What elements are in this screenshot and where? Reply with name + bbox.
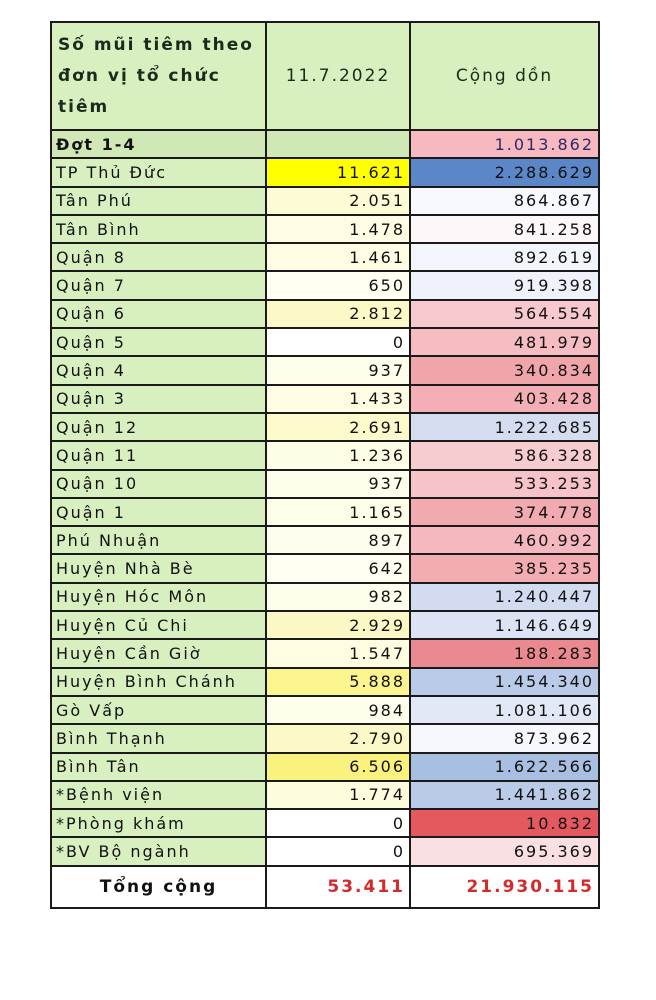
unit-name: Đợt 1-4 xyxy=(51,130,266,158)
daily-count: 1.461 xyxy=(266,243,410,271)
daily-count: 1.774 xyxy=(266,781,410,809)
table-row xyxy=(51,611,599,639)
vaccination-table xyxy=(50,21,600,909)
daily-count: 11.621 xyxy=(266,158,410,186)
cumulative-count: 695.369 xyxy=(410,837,599,865)
cumulative-count: 919.398 xyxy=(410,271,599,299)
unit-name: Huyện Cần Giờ xyxy=(51,639,266,667)
daily-count: 2.051 xyxy=(266,187,410,215)
unit-name: Huyện Củ Chi xyxy=(51,611,266,639)
table-row xyxy=(51,271,599,299)
daily-count: 6.506 xyxy=(266,753,410,781)
cumulative-count: 1.081.106 xyxy=(410,696,599,724)
unit-name: Bình Thạnh xyxy=(51,724,266,752)
table-row xyxy=(51,158,599,186)
daily-count: 2.691 xyxy=(266,413,410,441)
cumulative-count: 1.146.649 xyxy=(410,611,599,639)
table-row xyxy=(51,413,599,441)
cumulative-count: 385.235 xyxy=(410,554,599,582)
header-cumulative: Cộng dồn xyxy=(410,22,599,130)
cumulative-count: 188.283 xyxy=(410,639,599,667)
total-daily: 53.411 xyxy=(266,866,410,908)
daily-count xyxy=(266,130,410,158)
table-row xyxy=(51,328,599,356)
cumulative-count: 10.832 xyxy=(410,809,599,837)
unit-name: TP Thủ Đức xyxy=(51,158,266,186)
table-row xyxy=(51,724,599,752)
cumulative-count: 1.013.862 xyxy=(410,130,599,158)
table-row xyxy=(51,837,599,865)
table-row xyxy=(51,809,599,837)
cumulative-count: 864.867 xyxy=(410,187,599,215)
total-label: Tổng cộng xyxy=(51,866,266,908)
daily-count: 0 xyxy=(266,328,410,356)
cumulative-count: 892.619 xyxy=(410,243,599,271)
unit-name: Huyện Nhà Bè xyxy=(51,554,266,582)
unit-name: Quận 8 xyxy=(51,243,266,271)
table-row xyxy=(51,781,599,809)
table-row xyxy=(51,639,599,667)
unit-name: Quận 5 xyxy=(51,328,266,356)
table-row xyxy=(51,583,599,611)
unit-name: Quận 12 xyxy=(51,413,266,441)
cumulative-count: 1.454.340 xyxy=(410,668,599,696)
header-row xyxy=(51,22,599,130)
daily-count: 2.790 xyxy=(266,724,410,752)
cumulative-count: 564.554 xyxy=(410,300,599,328)
cumulative-count: 1.622.566 xyxy=(410,753,599,781)
unit-name: Quận 6 xyxy=(51,300,266,328)
unit-name: Quận 11 xyxy=(51,441,266,469)
table-row xyxy=(51,498,599,526)
cumulative-count: 481.979 xyxy=(410,328,599,356)
total-row xyxy=(51,866,599,908)
cumulative-count: 460.992 xyxy=(410,526,599,554)
daily-count: 982 xyxy=(266,583,410,611)
unit-name: *Bệnh viện xyxy=(51,781,266,809)
daily-count: 650 xyxy=(266,271,410,299)
unit-name: Quận 10 xyxy=(51,470,266,498)
cumulative-count: 873.962 xyxy=(410,724,599,752)
cumulative-count: 841.258 xyxy=(410,215,599,243)
daily-count: 0 xyxy=(266,837,410,865)
table-row xyxy=(51,215,599,243)
table-row xyxy=(51,441,599,469)
unit-name: Tân Phú xyxy=(51,187,266,215)
header-date: 11.7.2022 xyxy=(266,22,410,130)
cumulative-count: 586.328 xyxy=(410,441,599,469)
daily-count: 897 xyxy=(266,526,410,554)
total-cumulative: 21.930.115 xyxy=(410,866,599,908)
table-row xyxy=(51,696,599,724)
cumulative-count: 533.253 xyxy=(410,470,599,498)
table-row xyxy=(51,300,599,328)
unit-name: Quận 7 xyxy=(51,271,266,299)
table-row xyxy=(51,385,599,413)
unit-name: Phú Nhuận xyxy=(51,526,266,554)
daily-count: 2.929 xyxy=(266,611,410,639)
daily-count: 1.236 xyxy=(266,441,410,469)
cumulative-count: 340.834 xyxy=(410,356,599,384)
unit-name: Quận 3 xyxy=(51,385,266,413)
daily-count: 1.165 xyxy=(266,498,410,526)
unit-name: Quận 4 xyxy=(51,356,266,384)
cumulative-count: 403.428 xyxy=(410,385,599,413)
cumulative-count: 1.222.685 xyxy=(410,413,599,441)
table-row xyxy=(51,243,599,271)
table-row xyxy=(51,554,599,582)
table-row xyxy=(51,356,599,384)
table-row xyxy=(51,526,599,554)
cumulative-count: 1.441.862 xyxy=(410,781,599,809)
daily-count: 937 xyxy=(266,470,410,498)
unit-name: Huyện Hóc Môn xyxy=(51,583,266,611)
daily-count: 0 xyxy=(266,809,410,837)
daily-count: 1.478 xyxy=(266,215,410,243)
unit-name: Gò Vấp xyxy=(51,696,266,724)
cumulative-count: 2.288.629 xyxy=(410,158,599,186)
table-row xyxy=(51,470,599,498)
daily-count: 5.888 xyxy=(266,668,410,696)
daily-count: 984 xyxy=(266,696,410,724)
daily-count: 1.433 xyxy=(266,385,410,413)
daily-count: 2.812 xyxy=(266,300,410,328)
cumulative-count: 374.778 xyxy=(410,498,599,526)
unit-name: *Phòng khám xyxy=(51,809,266,837)
unit-name: *BV Bộ ngành xyxy=(51,837,266,865)
table-row xyxy=(51,753,599,781)
table-row xyxy=(51,130,599,158)
table-row xyxy=(51,668,599,696)
cumulative-count: 1.240.447 xyxy=(410,583,599,611)
daily-count: 937 xyxy=(266,356,410,384)
unit-name: Tân Bình xyxy=(51,215,266,243)
table-row xyxy=(51,187,599,215)
unit-name: Bình Tân xyxy=(51,753,266,781)
header-unit: Số mũi tiêm theo đơn vị tổ chức tiêm xyxy=(51,22,266,130)
unit-name: Quận 1 xyxy=(51,498,266,526)
daily-count: 642 xyxy=(266,554,410,582)
daily-count: 1.547 xyxy=(266,639,410,667)
unit-name: Huyện Bình Chánh xyxy=(51,668,266,696)
